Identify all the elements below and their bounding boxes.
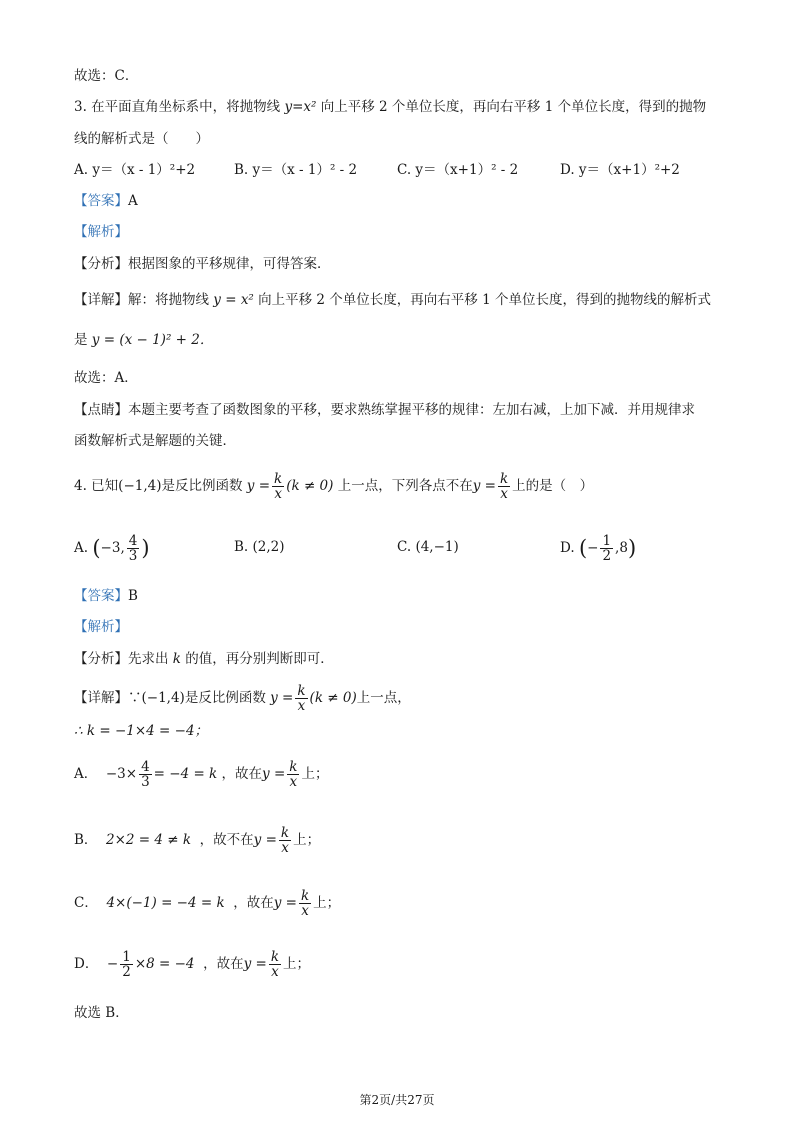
q4-check-d: D． − $\frac{1}{2}$ ×8 = −4 ，故在y = $\frac{k}{x}$ 上； (74, 949, 311, 981)
q4-option-d: D. (− $\frac{1}{2}$ ,8) (560, 533, 637, 565)
q3-option-a: A. y＝（x - 1）²+2 (74, 162, 196, 178)
q3-dianjing-cont: 函数解析式是解题的关键． (74, 433, 236, 449)
q4-analysis-heading: 【解析】 (74, 619, 128, 635)
q3-dianjing: 【点睛】本题主要考查了函数图象的平移，要求熟练掌握平移的规律：左加右减，上加下减．并用规律求 (74, 402, 695, 418)
q3-option-d: D. y＝（x+1）²+2 (560, 162, 680, 178)
q3-option-c: C. y＝（x+1）² - 2 (397, 162, 519, 178)
q3-analysis-heading: 【解析】 (74, 224, 128, 240)
q3-answer: 【答案】A (74, 193, 138, 209)
question-3-stem-cont: 线的解析式是（ ） (74, 131, 209, 147)
q4-option-b: B. (2,2) (234, 539, 285, 555)
q4-check-c: C． 4×(−1) = −4 = k ，故在y = $\frac{k}{x}$ 上； (74, 888, 341, 920)
q4-fenxi: 【分析】先求出 k 的值，再分别判断即可． (74, 651, 334, 667)
q4-answer: 【答案】B (74, 588, 138, 604)
q3-fenxi: 【分析】根据图象的平移规律，可得答案． (74, 256, 331, 272)
q4-xiangjie: 【详解】∵(−1,4)是反比例函数 y = $\frac{k}{x}$ (k ≠ 0)上一点， (74, 683, 411, 715)
page-footer: 第2页/共27页 (359, 1093, 435, 1107)
q3-xiangjie-cont: 是 y = (x − 1)² + 2． (74, 332, 214, 348)
q4-k-value: ∴ k = −1×4 = −4； (74, 723, 209, 739)
q4-check-b: B． 2×2 = 4 ≠ k ，故不在y = $\frac{k}{x}$ 上； (74, 825, 321, 857)
question-3-stem: 3. 在平面直角坐标系中，将抛物线 y=x² 向上平移 2 个单位长度，再向右平移 1 个单位长度，得到的抛物 (74, 99, 707, 115)
q4-option-a: A. (−3, $\frac{4}{3}$ ) (74, 533, 150, 565)
prev-answer-line: 故选：C． (74, 68, 139, 84)
math-parabola: y=x² (284, 99, 317, 115)
question-4-stem: 4. 已知(−1,4)是反比例函数 y = $\frac{k}{x}$ (k ≠ 0) 上一点，下列各点不在y = $\frac{k}{x}$ 上的是（ ） (74, 471, 594, 503)
q4-option-c: C. (4,−1) (397, 539, 459, 555)
q4-check-a: A． −3× $\frac{4}{3}$ = −4 = k ，故在y = $\frac{k}{x}$ 上； (74, 759, 329, 791)
q3-xiangjie: 【详解】解：将抛物线 y = x² 向上平移 2 个单位长度，再向右平移 1 个单位长度，得到的抛物线的解析式 (74, 292, 711, 308)
q3-option-b: B. y＝（x - 1）² - 2 (234, 162, 358, 178)
q4-choose: 故选 B． (74, 1005, 129, 1021)
q3-choose: 故选：A． (74, 370, 138, 386)
